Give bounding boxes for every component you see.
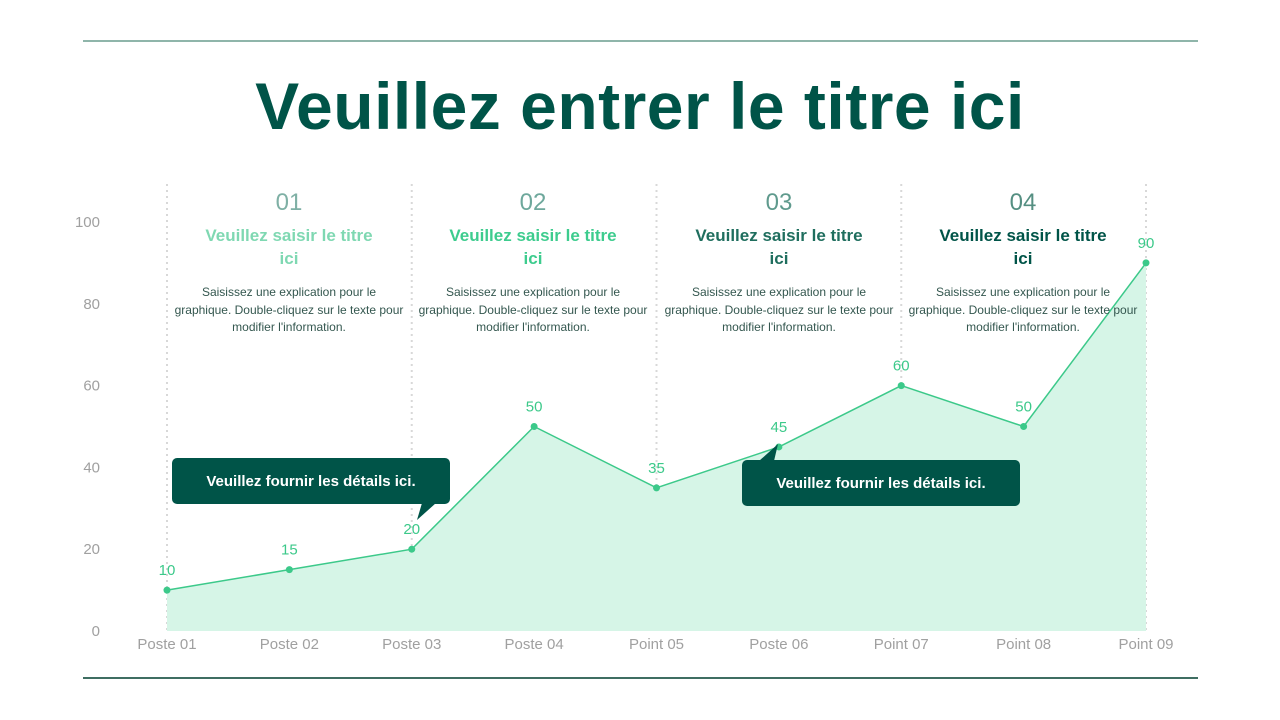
x-tick-label: Point 05	[628, 636, 685, 653]
data-point	[408, 546, 415, 553]
section-description: Saisissez une explication pour le graphique. Double-cliquez sur le texte pour modifier l'information.	[174, 285, 404, 334]
x-axis-ticks	[137, 636, 1173, 653]
section-description: Saisissez une explication pour le graphique. Double-cliquez sur le texte pour modifier l'information.	[908, 285, 1138, 334]
section-01	[169, 188, 409, 337]
data-label: 50	[1015, 398, 1032, 416]
data-label: 60	[892, 357, 910, 375]
data-label: 35	[648, 459, 665, 477]
section-04	[903, 188, 1143, 337]
section-title: Veuillez saisir le titre ici	[449, 226, 617, 268]
callout-text: Veuillez fournir les détails ici.	[206, 472, 416, 490]
y-axis-ticks	[75, 214, 100, 640]
y-tick-label: 0	[91, 623, 100, 640]
data-point	[531, 423, 538, 430]
data-label: 90	[1137, 234, 1155, 252]
section-03	[659, 188, 899, 337]
data-point	[286, 566, 293, 573]
section-description: Saisissez une explication pour le graphique. Double-cliquez sur le texte pour modifier l'information.	[664, 285, 894, 334]
y-tick-label: 20	[83, 541, 100, 559]
y-tick-label: 40	[83, 459, 100, 477]
section-number: 02	[519, 189, 547, 216]
data-label: 15	[281, 541, 298, 559]
data-point	[653, 484, 660, 491]
x-tick-label: Poste 04	[504, 636, 564, 653]
callout-box-1	[172, 458, 450, 504]
section-number: 04	[1009, 189, 1037, 216]
data-point	[164, 587, 171, 594]
y-tick-label: 100	[74, 214, 100, 231]
callout-box-2	[742, 460, 1020, 506]
data-point	[898, 382, 905, 389]
section-02	[413, 188, 653, 337]
y-tick-label: 80	[83, 295, 100, 313]
callout-tail	[417, 503, 436, 520]
x-tick-label: Poste 01	[137, 636, 197, 653]
section-number: 03	[765, 189, 793, 216]
page-title: Veuillez entrer le titre ici	[255, 69, 1025, 143]
section-title: Veuillez saisir le titre ici	[939, 226, 1107, 268]
x-tick-label: Point 07	[873, 636, 929, 653]
x-tick-label: Point 08	[996, 636, 1052, 653]
x-tick-label: Point 09	[1118, 636, 1174, 653]
y-tick-label: 60	[83, 377, 100, 395]
section-title: Veuillez saisir le titre ici	[695, 226, 863, 268]
section-description: Saisissez une explication pour le graphique. Double-cliquez sur le texte pour modifier l'information.	[418, 285, 648, 334]
data-label: 50	[525, 398, 543, 416]
data-label: 10	[158, 562, 176, 580]
x-tick-label: Poste 03	[382, 636, 442, 653]
section-number: 01	[275, 189, 303, 216]
section-title: Veuillez saisir le titre ici	[205, 226, 373, 268]
data-point	[1143, 259, 1150, 266]
x-tick-label: Poste 02	[259, 636, 319, 653]
bottom-rule	[83, 677, 1198, 679]
data-point	[1020, 423, 1027, 430]
x-tick-label: Poste 06	[749, 636, 809, 653]
data-label: 45	[770, 418, 788, 436]
data-label: 20	[403, 521, 421, 539]
callout-text: Veuillez fournir les détails ici.	[776, 474, 986, 492]
